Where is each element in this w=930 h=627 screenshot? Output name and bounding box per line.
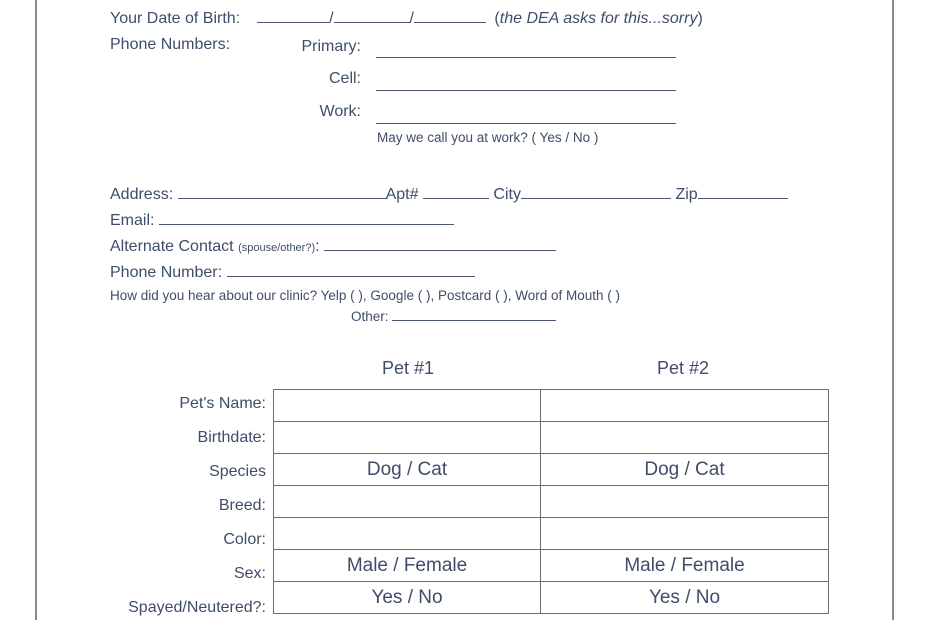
pets-table — [273, 389, 829, 614]
pet-sex-label: Sex: — [233, 565, 266, 582]
apt-label: Apt# — [385, 186, 419, 203]
dob-separator-1: / — [329, 10, 334, 27]
pet-spayed-label: Spayed/Neutered?: — [128, 599, 266, 616]
pet-2-birthdate-cell[interactable] — [541, 422, 829, 454]
dob-month-field[interactable] — [257, 8, 329, 23]
dob-label: Your Date of Birth: — [110, 10, 241, 27]
pet-2-sex-cell[interactable]: Male / Female — [541, 550, 829, 582]
dob-separator-2: / — [409, 10, 414, 27]
table-row — [274, 422, 829, 454]
pet-2-header: Pet #2 — [656, 358, 710, 378]
city-field[interactable] — [521, 184, 671, 199]
email-field[interactable] — [159, 210, 454, 225]
work-phone-field[interactable] — [376, 123, 676, 124]
address-field[interactable] — [178, 184, 386, 199]
pet-1-header: Pet #1 — [381, 358, 435, 378]
email-row — [110, 210, 454, 230]
pet-1-breed-cell[interactable] — [274, 486, 541, 518]
alt-contact-field[interactable] — [324, 236, 556, 251]
pet-2-spayed-cell[interactable]: Yes / No — [541, 582, 829, 614]
table-row — [274, 454, 829, 486]
zip-field[interactable] — [698, 184, 788, 199]
pet-1-color-cell[interactable] — [274, 518, 541, 550]
address-label: Address: — [110, 186, 174, 203]
cell-phone-field[interactable] — [376, 90, 676, 91]
dob-note: the DEA asks for this...sorry — [499, 10, 698, 27]
dob-year-field[interactable] — [414, 8, 486, 23]
zip-label: Zip — [675, 186, 698, 203]
address-row — [110, 184, 788, 204]
dob-day-field[interactable] — [334, 8, 410, 23]
alt-contact-label: Alternate Contact — [110, 238, 234, 255]
cell-phone-label: Cell: — [328, 70, 361, 87]
table-row — [274, 518, 829, 550]
primary-phone-label: Primary: — [301, 38, 361, 55]
referral-other-label: Other: — [351, 309, 389, 324]
email-label: Email: — [110, 212, 155, 229]
pet-2-breed-cell[interactable] — [541, 486, 829, 518]
table-row — [274, 550, 829, 582]
referral-other-row — [351, 309, 556, 324]
pet-1-spayed-cell[interactable]: Yes / No — [274, 582, 541, 614]
work-call-question: May we call you at work? ( Yes / No ) — [377, 130, 599, 145]
dob-note-open: ( — [494, 10, 500, 27]
work-phone-label: Work: — [319, 103, 361, 120]
alt-contact-hint: (spouse/other?) — [238, 242, 316, 254]
phone-numbers-label: Phone Numbers: — [110, 36, 231, 53]
pet-birthdate-label: Birthdate: — [197, 429, 266, 446]
primary-phone-field[interactable] — [376, 57, 676, 58]
alt-phone-row — [110, 262, 475, 282]
pet-1-species-cell[interactable]: Dog / Cat — [274, 454, 541, 486]
page-border-left — [35, 0, 37, 620]
pet-color-label: Color: — [223, 531, 266, 548]
referral-question: How did you hear about our clinic? — [110, 288, 318, 303]
dob-note-close: ) — [697, 10, 703, 27]
alt-contact-row — [110, 236, 556, 256]
pet-name-label: Pet's Name: — [179, 395, 266, 412]
pet-1-birthdate-cell[interactable] — [274, 422, 541, 454]
pet-1-sex-cell[interactable]: Male / Female — [274, 550, 541, 582]
pet-1-name-cell[interactable] — [274, 390, 541, 422]
alt-contact-colon: : — [315, 238, 320, 255]
pet-2-name-cell[interactable] — [541, 390, 829, 422]
page-border-right — [892, 0, 894, 620]
pet-breed-label: Breed: — [218, 497, 266, 514]
referral-other-field[interactable] — [392, 309, 556, 321]
table-row — [274, 582, 829, 614]
alt-phone-label: Phone Number: — [110, 264, 223, 281]
referral-options[interactable]: Yelp ( ), Google ( ), Postcard ( ), Word of Mouth ( ) — [320, 288, 620, 303]
referral-row — [110, 288, 620, 303]
pet-row-labels — [110, 389, 266, 627]
table-row — [274, 390, 829, 422]
apt-field[interactable] — [423, 184, 489, 199]
pet-species-label: Species — [209, 463, 266, 480]
pet-2-species-cell[interactable]: Dog / Cat — [541, 454, 829, 486]
table-row — [274, 486, 829, 518]
city-label: City — [493, 186, 521, 203]
dob-row — [110, 8, 703, 28]
pet-2-color-cell[interactable] — [541, 518, 829, 550]
alt-phone-field[interactable] — [227, 262, 475, 277]
